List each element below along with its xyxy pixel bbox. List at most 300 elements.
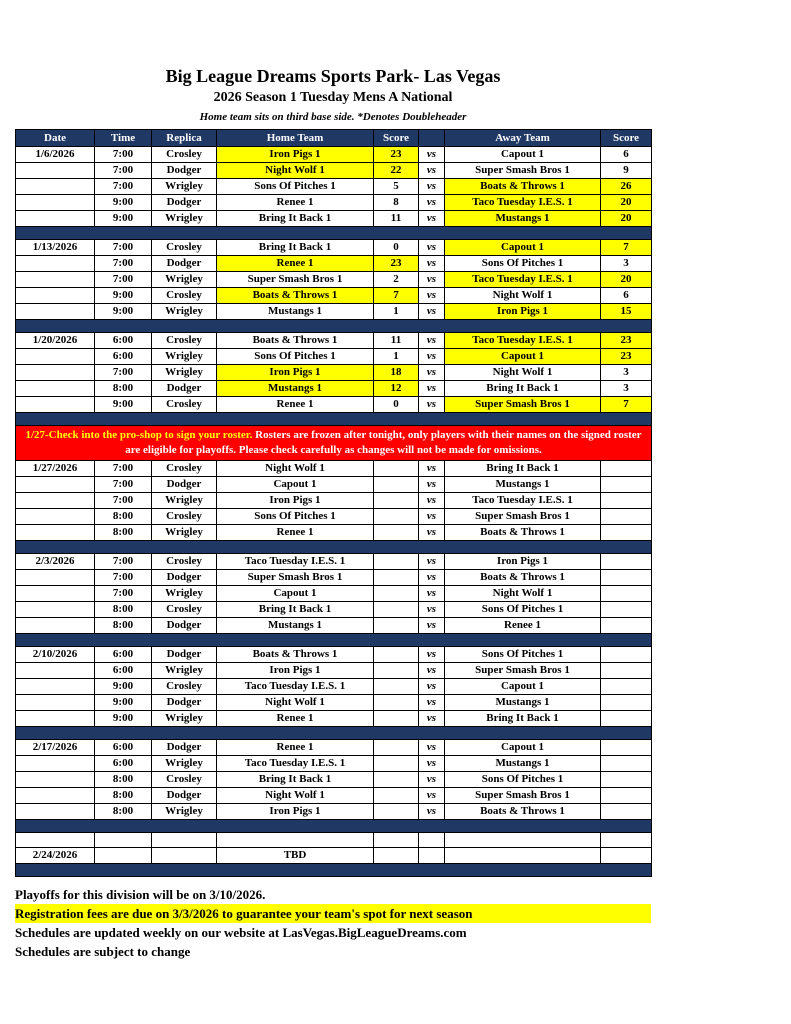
- date-cell: [16, 711, 95, 727]
- home-score-cell: [374, 695, 419, 711]
- separator-bar: [16, 864, 652, 877]
- replica-cell: Wrigley: [152, 711, 217, 727]
- home-team-cell: Sons Of Pitches 1: [217, 179, 374, 195]
- away-score-cell: [601, 695, 652, 711]
- time-cell: 6:00: [95, 740, 152, 756]
- game-row: [16, 304, 652, 320]
- home-team-cell: Iron Pigs 1: [217, 663, 374, 679]
- home-team-cell: Mustangs 1: [217, 304, 374, 320]
- away-score-cell: [601, 586, 652, 602]
- replica-cell: Wrigley: [152, 493, 217, 509]
- vs-cell: vs: [419, 349, 445, 365]
- game-row: [16, 570, 652, 586]
- away-score-cell: [601, 509, 652, 525]
- away-team-cell: [445, 848, 601, 864]
- replica-cell: Crosley: [152, 461, 217, 477]
- away-team-cell: Mustangs 1: [445, 695, 601, 711]
- subject-to-change-note: Schedules are subject to change: [15, 944, 191, 959]
- vs-cell: vs: [419, 695, 445, 711]
- time-cell: 9:00: [95, 304, 152, 320]
- away-score-cell: 6: [601, 288, 652, 304]
- vs-cell: vs: [419, 477, 445, 493]
- game-row: [16, 349, 652, 365]
- vs-cell: vs: [419, 711, 445, 727]
- date-cell: [16, 272, 95, 288]
- home-team-cell: Iron Pigs 1: [217, 365, 374, 381]
- home-score-cell: [374, 647, 419, 663]
- time-cell: 7:00: [95, 493, 152, 509]
- away-team-cell: Sons Of Pitches 1: [445, 647, 601, 663]
- home-score-cell: 8: [374, 195, 419, 211]
- vs-cell: vs: [419, 288, 445, 304]
- away-score-cell: [601, 804, 652, 820]
- time-cell: 6:00: [95, 333, 152, 349]
- away-score-cell: 7: [601, 397, 652, 413]
- away-score-cell: 9: [601, 163, 652, 179]
- header-row: [16, 130, 652, 147]
- away-team-cell: Boats & Throws 1: [445, 179, 601, 195]
- date-cell: 1/27/2026: [16, 461, 95, 477]
- home-score-cell: [374, 586, 419, 602]
- home-team-cell: Taco Tuesday I.E.S. 1: [217, 756, 374, 772]
- separator-bar: [16, 727, 652, 740]
- away-team-cell: Mustangs 1: [445, 211, 601, 227]
- away-team-cell: Taco Tuesday I.E.S. 1: [445, 272, 601, 288]
- replica-cell: Crosley: [152, 554, 217, 570]
- vs-cell: vs: [419, 554, 445, 570]
- away-team-cell: Sons Of Pitches 1: [445, 256, 601, 272]
- time-cell: 9:00: [95, 695, 152, 711]
- home-team-note: Home team sits on third base side. *Denotes Doubleheader: [199, 111, 467, 123]
- game-row: [16, 788, 652, 804]
- away-team-cell: Capout 1: [445, 740, 601, 756]
- away-score-cell: 7: [601, 240, 652, 256]
- replica-cell: Crosley: [152, 679, 217, 695]
- game-row: [16, 397, 652, 413]
- vs-cell: vs: [419, 333, 445, 349]
- away-team-cell: Capout 1: [445, 349, 601, 365]
- date-cell: [16, 211, 95, 227]
- vs-cell: vs: [419, 618, 445, 634]
- time-cell: 7:00: [95, 256, 152, 272]
- game-row: [16, 333, 652, 349]
- header-vs: [419, 130, 445, 147]
- away-score-cell: 23: [601, 349, 652, 365]
- home-team-cell: Iron Pigs 1: [217, 804, 374, 820]
- date-cell: [16, 695, 95, 711]
- replica-cell: Wrigley: [152, 272, 217, 288]
- time-cell: 7:00: [95, 570, 152, 586]
- vs-cell: [419, 833, 445, 848]
- date-cell: [16, 256, 95, 272]
- replica-cell: Crosley: [152, 772, 217, 788]
- replica-cell: Dodger: [152, 788, 217, 804]
- game-row: [16, 679, 652, 695]
- home-team-cell: Capout 1: [217, 477, 374, 493]
- replica-cell: Dodger: [152, 647, 217, 663]
- time-cell: 8:00: [95, 804, 152, 820]
- time-cell: 7:00: [95, 240, 152, 256]
- away-team-cell: Night Wolf 1: [445, 365, 601, 381]
- home-score-cell: 18: [374, 365, 419, 381]
- time-cell: 8:00: [95, 602, 152, 618]
- date-cell: [16, 679, 95, 695]
- replica-cell: Crosley: [152, 602, 217, 618]
- home-score-cell: [374, 848, 419, 864]
- time-cell: 8:00: [95, 772, 152, 788]
- home-team-cell: Iron Pigs 1: [217, 493, 374, 509]
- schedule-table: [15, 129, 652, 877]
- time-cell: 9:00: [95, 195, 152, 211]
- away-score-cell: 20: [601, 195, 652, 211]
- away-score-cell: [601, 679, 652, 695]
- away-score-cell: [601, 740, 652, 756]
- home-score-cell: [374, 509, 419, 525]
- vs-cell: vs: [419, 211, 445, 227]
- time-cell: 8:00: [95, 381, 152, 397]
- vs-cell: vs: [419, 179, 445, 195]
- registration-note: Registration fees are due on 3/3/2026 to guarantee your team's spot for next season: [15, 904, 651, 923]
- replica-cell: Wrigley: [152, 349, 217, 365]
- away-team-cell: Iron Pigs 1: [445, 554, 601, 570]
- separator-bar: [16, 541, 652, 554]
- page-title: Big League Dreams Sports Park- Las Vegas: [165, 66, 501, 86]
- home-score-cell: 2: [374, 272, 419, 288]
- away-team-cell: [445, 833, 601, 848]
- time-cell: 7:00: [95, 586, 152, 602]
- date-cell: [16, 163, 95, 179]
- date-cell: [16, 570, 95, 586]
- game-row: [16, 240, 652, 256]
- vs-cell: vs: [419, 509, 445, 525]
- replica-cell: Crosley: [152, 240, 217, 256]
- game-row: [16, 288, 652, 304]
- game-row: [16, 147, 652, 163]
- header-home-team: Home Team: [217, 130, 374, 147]
- header-replica: Replica: [152, 130, 217, 147]
- away-score-cell: 15: [601, 304, 652, 320]
- home-score-cell: [374, 756, 419, 772]
- away-team-cell: Night Wolf 1: [445, 288, 601, 304]
- time-cell: 6:00: [95, 756, 152, 772]
- time-cell: 6:00: [95, 663, 152, 679]
- home-score-cell: 5: [374, 179, 419, 195]
- roster-notice-cell: [16, 426, 652, 461]
- replica-cell: Wrigley: [152, 211, 217, 227]
- away-team-cell: Super Smash Bros 1: [445, 788, 601, 804]
- game-row: [16, 211, 652, 227]
- home-score-cell: [374, 554, 419, 570]
- replica-cell: Wrigley: [152, 179, 217, 195]
- replica-cell: Crosley: [152, 509, 217, 525]
- away-score-cell: [601, 525, 652, 541]
- footer: [15, 885, 651, 961]
- date-cell: [16, 179, 95, 195]
- date-cell: [16, 756, 95, 772]
- away-team-cell: Taco Tuesday I.E.S. 1: [445, 493, 601, 509]
- home-score-cell: 0: [374, 397, 419, 413]
- away-team-cell: Taco Tuesday I.E.S. 1: [445, 195, 601, 211]
- header-away-team: Away Team: [445, 130, 601, 147]
- date-cell: [16, 365, 95, 381]
- header-date: Date: [16, 130, 95, 147]
- vs-cell: vs: [419, 272, 445, 288]
- time-cell: 9:00: [95, 211, 152, 227]
- separator-row: [16, 864, 652, 877]
- time-cell: 9:00: [95, 711, 152, 727]
- date-cell: [16, 397, 95, 413]
- time-cell: 8:00: [95, 509, 152, 525]
- home-score-cell: 1: [374, 349, 419, 365]
- game-row: [16, 663, 652, 679]
- away-score-cell: [601, 477, 652, 493]
- replica-cell: Wrigley: [152, 804, 217, 820]
- replica-cell: [152, 833, 217, 848]
- replica-cell: Dodger: [152, 695, 217, 711]
- date-cell: [16, 804, 95, 820]
- separator-bar: [16, 413, 652, 426]
- away-score-cell: [601, 570, 652, 586]
- away-team-cell: Super Smash Bros 1: [445, 509, 601, 525]
- away-team-cell: Boats & Throws 1: [445, 570, 601, 586]
- home-team-cell: Night Wolf 1: [217, 461, 374, 477]
- home-score-cell: [374, 493, 419, 509]
- replica-cell: Wrigley: [152, 663, 217, 679]
- header-time: Time: [95, 130, 152, 147]
- away-score-cell: 23: [601, 333, 652, 349]
- vs-cell: vs: [419, 570, 445, 586]
- game-row: [16, 179, 652, 195]
- game-row: [16, 554, 652, 570]
- home-team-cell: [217, 833, 374, 848]
- page-subtitle: 2026 Season 1 Tuesday Mens A National: [213, 90, 453, 105]
- separator-bar: [16, 820, 652, 833]
- vs-cell: vs: [419, 256, 445, 272]
- away-score-cell: [601, 493, 652, 509]
- home-team-cell: Night Wolf 1: [217, 695, 374, 711]
- website-note: Schedules are updated weekly on our website at LasVegas.BigLeagueDreams.com: [15, 925, 467, 940]
- separator-row: [16, 541, 652, 554]
- vs-cell: vs: [419, 493, 445, 509]
- game-row: [16, 740, 652, 756]
- vs-cell: vs: [419, 525, 445, 541]
- vs-cell: vs: [419, 647, 445, 663]
- time-cell: [95, 833, 152, 848]
- replica-cell: Dodger: [152, 163, 217, 179]
- away-score-cell: 20: [601, 272, 652, 288]
- away-score-cell: 20: [601, 211, 652, 227]
- roster-notice-rest: Rosters are frozen after tonight, only players with their names on the signed roster are eligible for playoffs. Please check carefully as changes will not be made for omissions.: [125, 429, 642, 456]
- date-cell: [16, 509, 95, 525]
- home-team-cell: Mustangs 1: [217, 618, 374, 634]
- away-team-cell: Renee 1: [445, 618, 601, 634]
- away-team-cell: Super Smash Bros 1: [445, 397, 601, 413]
- away-score-cell: 3: [601, 256, 652, 272]
- game-row: [16, 256, 652, 272]
- home-score-cell: [374, 602, 419, 618]
- roster-notice-highlight: 1/27-Check into the pro-shop to sign your roster.: [25, 429, 253, 441]
- home-team-cell: Capout 1: [217, 586, 374, 602]
- game-row: [16, 618, 652, 634]
- away-team-cell: Capout 1: [445, 147, 601, 163]
- game-row: [16, 756, 652, 772]
- replica-cell: Crosley: [152, 397, 217, 413]
- date-cell: [16, 618, 95, 634]
- away-team-cell: Bring It Back 1: [445, 381, 601, 397]
- game-row: [16, 493, 652, 509]
- vs-cell: vs: [419, 163, 445, 179]
- home-team-cell: Bring It Back 1: [217, 772, 374, 788]
- time-cell: 7:00: [95, 461, 152, 477]
- away-team-cell: Iron Pigs 1: [445, 304, 601, 320]
- separator-row: [16, 413, 652, 426]
- header-away-score: Score: [601, 130, 652, 147]
- date-cell: [16, 586, 95, 602]
- away-score-cell: [601, 756, 652, 772]
- date-cell: [16, 772, 95, 788]
- separator-bar: [16, 227, 652, 240]
- home-team-cell: Night Wolf 1: [217, 163, 374, 179]
- replica-cell: Wrigley: [152, 525, 217, 541]
- date-cell: [16, 195, 95, 211]
- separator-row: [16, 727, 652, 740]
- replica-cell: Dodger: [152, 381, 217, 397]
- replica-cell: Wrigley: [152, 756, 217, 772]
- separator-bar: [16, 634, 652, 647]
- home-team-cell: Bring It Back 1: [217, 211, 374, 227]
- game-row: [16, 848, 652, 864]
- separator-row: [16, 320, 652, 333]
- vs-cell: vs: [419, 586, 445, 602]
- home-team-cell: Boats & Throws 1: [217, 333, 374, 349]
- time-cell: 8:00: [95, 618, 152, 634]
- vs-cell: vs: [419, 756, 445, 772]
- time-cell: 9:00: [95, 288, 152, 304]
- away-team-cell: Super Smash Bros 1: [445, 163, 601, 179]
- game-row: [16, 272, 652, 288]
- away-team-cell: Mustangs 1: [445, 756, 601, 772]
- game-row: [16, 647, 652, 663]
- time-cell: 7:00: [95, 554, 152, 570]
- away-score-cell: [601, 711, 652, 727]
- home-score-cell: [374, 525, 419, 541]
- time-cell: 9:00: [95, 397, 152, 413]
- time-cell: 8:00: [95, 525, 152, 541]
- vs-cell: vs: [419, 804, 445, 820]
- vs-cell: vs: [419, 740, 445, 756]
- date-cell: 2/10/2026: [16, 647, 95, 663]
- date-cell: [16, 525, 95, 541]
- home-team-cell: TBD: [217, 848, 374, 864]
- away-team-cell: Capout 1: [445, 240, 601, 256]
- header-home-score: Score: [374, 130, 419, 147]
- date-cell: [16, 602, 95, 618]
- home-team-cell: Bring It Back 1: [217, 240, 374, 256]
- replica-cell: Dodger: [152, 256, 217, 272]
- home-score-cell: [374, 618, 419, 634]
- home-score-cell: 23: [374, 256, 419, 272]
- date-cell: 2/24/2026: [16, 848, 95, 864]
- vs-cell: vs: [419, 381, 445, 397]
- replica-cell: Dodger: [152, 477, 217, 493]
- game-row: [16, 695, 652, 711]
- away-score-cell: [601, 461, 652, 477]
- separator-row: [16, 820, 652, 833]
- home-score-cell: [374, 772, 419, 788]
- game-row: [16, 602, 652, 618]
- home-team-cell: Night Wolf 1: [217, 788, 374, 804]
- replica-cell: Wrigley: [152, 304, 217, 320]
- away-team-cell: Bring It Back 1: [445, 461, 601, 477]
- date-cell: [16, 663, 95, 679]
- vs-cell: vs: [419, 772, 445, 788]
- date-cell: 2/3/2026: [16, 554, 95, 570]
- game-row: [16, 586, 652, 602]
- replica-cell: Dodger: [152, 618, 217, 634]
- away-team-cell: Boats & Throws 1: [445, 804, 601, 820]
- time-cell: 8:00: [95, 788, 152, 804]
- game-row: [16, 804, 652, 820]
- replica-cell: Crosley: [152, 288, 217, 304]
- home-score-cell: 12: [374, 381, 419, 397]
- away-score-cell: [601, 618, 652, 634]
- separator-row: [16, 634, 652, 647]
- roster-notice-row: [16, 426, 652, 461]
- vs-cell: vs: [419, 397, 445, 413]
- game-row: [16, 509, 652, 525]
- vs-cell: vs: [419, 365, 445, 381]
- game-row: [16, 365, 652, 381]
- home-score-cell: [374, 788, 419, 804]
- vs-cell: vs: [419, 195, 445, 211]
- schedule-content: [15, 66, 651, 961]
- home-score-cell: 7: [374, 288, 419, 304]
- away-team-cell: Sons Of Pitches 1: [445, 772, 601, 788]
- date-cell: 1/6/2026: [16, 147, 95, 163]
- home-score-cell: 1: [374, 304, 419, 320]
- home-team-cell: Super Smash Bros 1: [217, 272, 374, 288]
- replica-cell: Crosley: [152, 147, 217, 163]
- home-team-cell: Renee 1: [217, 711, 374, 727]
- home-team-cell: Renee 1: [217, 740, 374, 756]
- replica-cell: Wrigley: [152, 586, 217, 602]
- away-score-cell: 26: [601, 179, 652, 195]
- home-team-cell: Bring It Back 1: [217, 602, 374, 618]
- home-team-cell: Renee 1: [217, 256, 374, 272]
- separator-bar: [16, 320, 652, 333]
- replica-cell: Wrigley: [152, 365, 217, 381]
- date-cell: [16, 493, 95, 509]
- home-team-cell: Boats & Throws 1: [217, 288, 374, 304]
- game-row: [16, 461, 652, 477]
- home-score-cell: 22: [374, 163, 419, 179]
- time-cell: 7:00: [95, 147, 152, 163]
- away-score-cell: [601, 772, 652, 788]
- home-team-cell: Super Smash Bros 1: [217, 570, 374, 586]
- away-team-cell: Mustangs 1: [445, 477, 601, 493]
- home-team-cell: Boats & Throws 1: [217, 647, 374, 663]
- time-cell: 7:00: [95, 365, 152, 381]
- replica-cell: [152, 848, 217, 864]
- home-score-cell: 11: [374, 333, 419, 349]
- away-score-cell: [601, 788, 652, 804]
- away-score-cell: 6: [601, 147, 652, 163]
- home-score-cell: [374, 804, 419, 820]
- home-team-cell: Taco Tuesday I.E.S. 1: [217, 554, 374, 570]
- home-score-cell: 23: [374, 147, 419, 163]
- home-score-cell: 11: [374, 211, 419, 227]
- away-team-cell: Taco Tuesday I.E.S. 1: [445, 333, 601, 349]
